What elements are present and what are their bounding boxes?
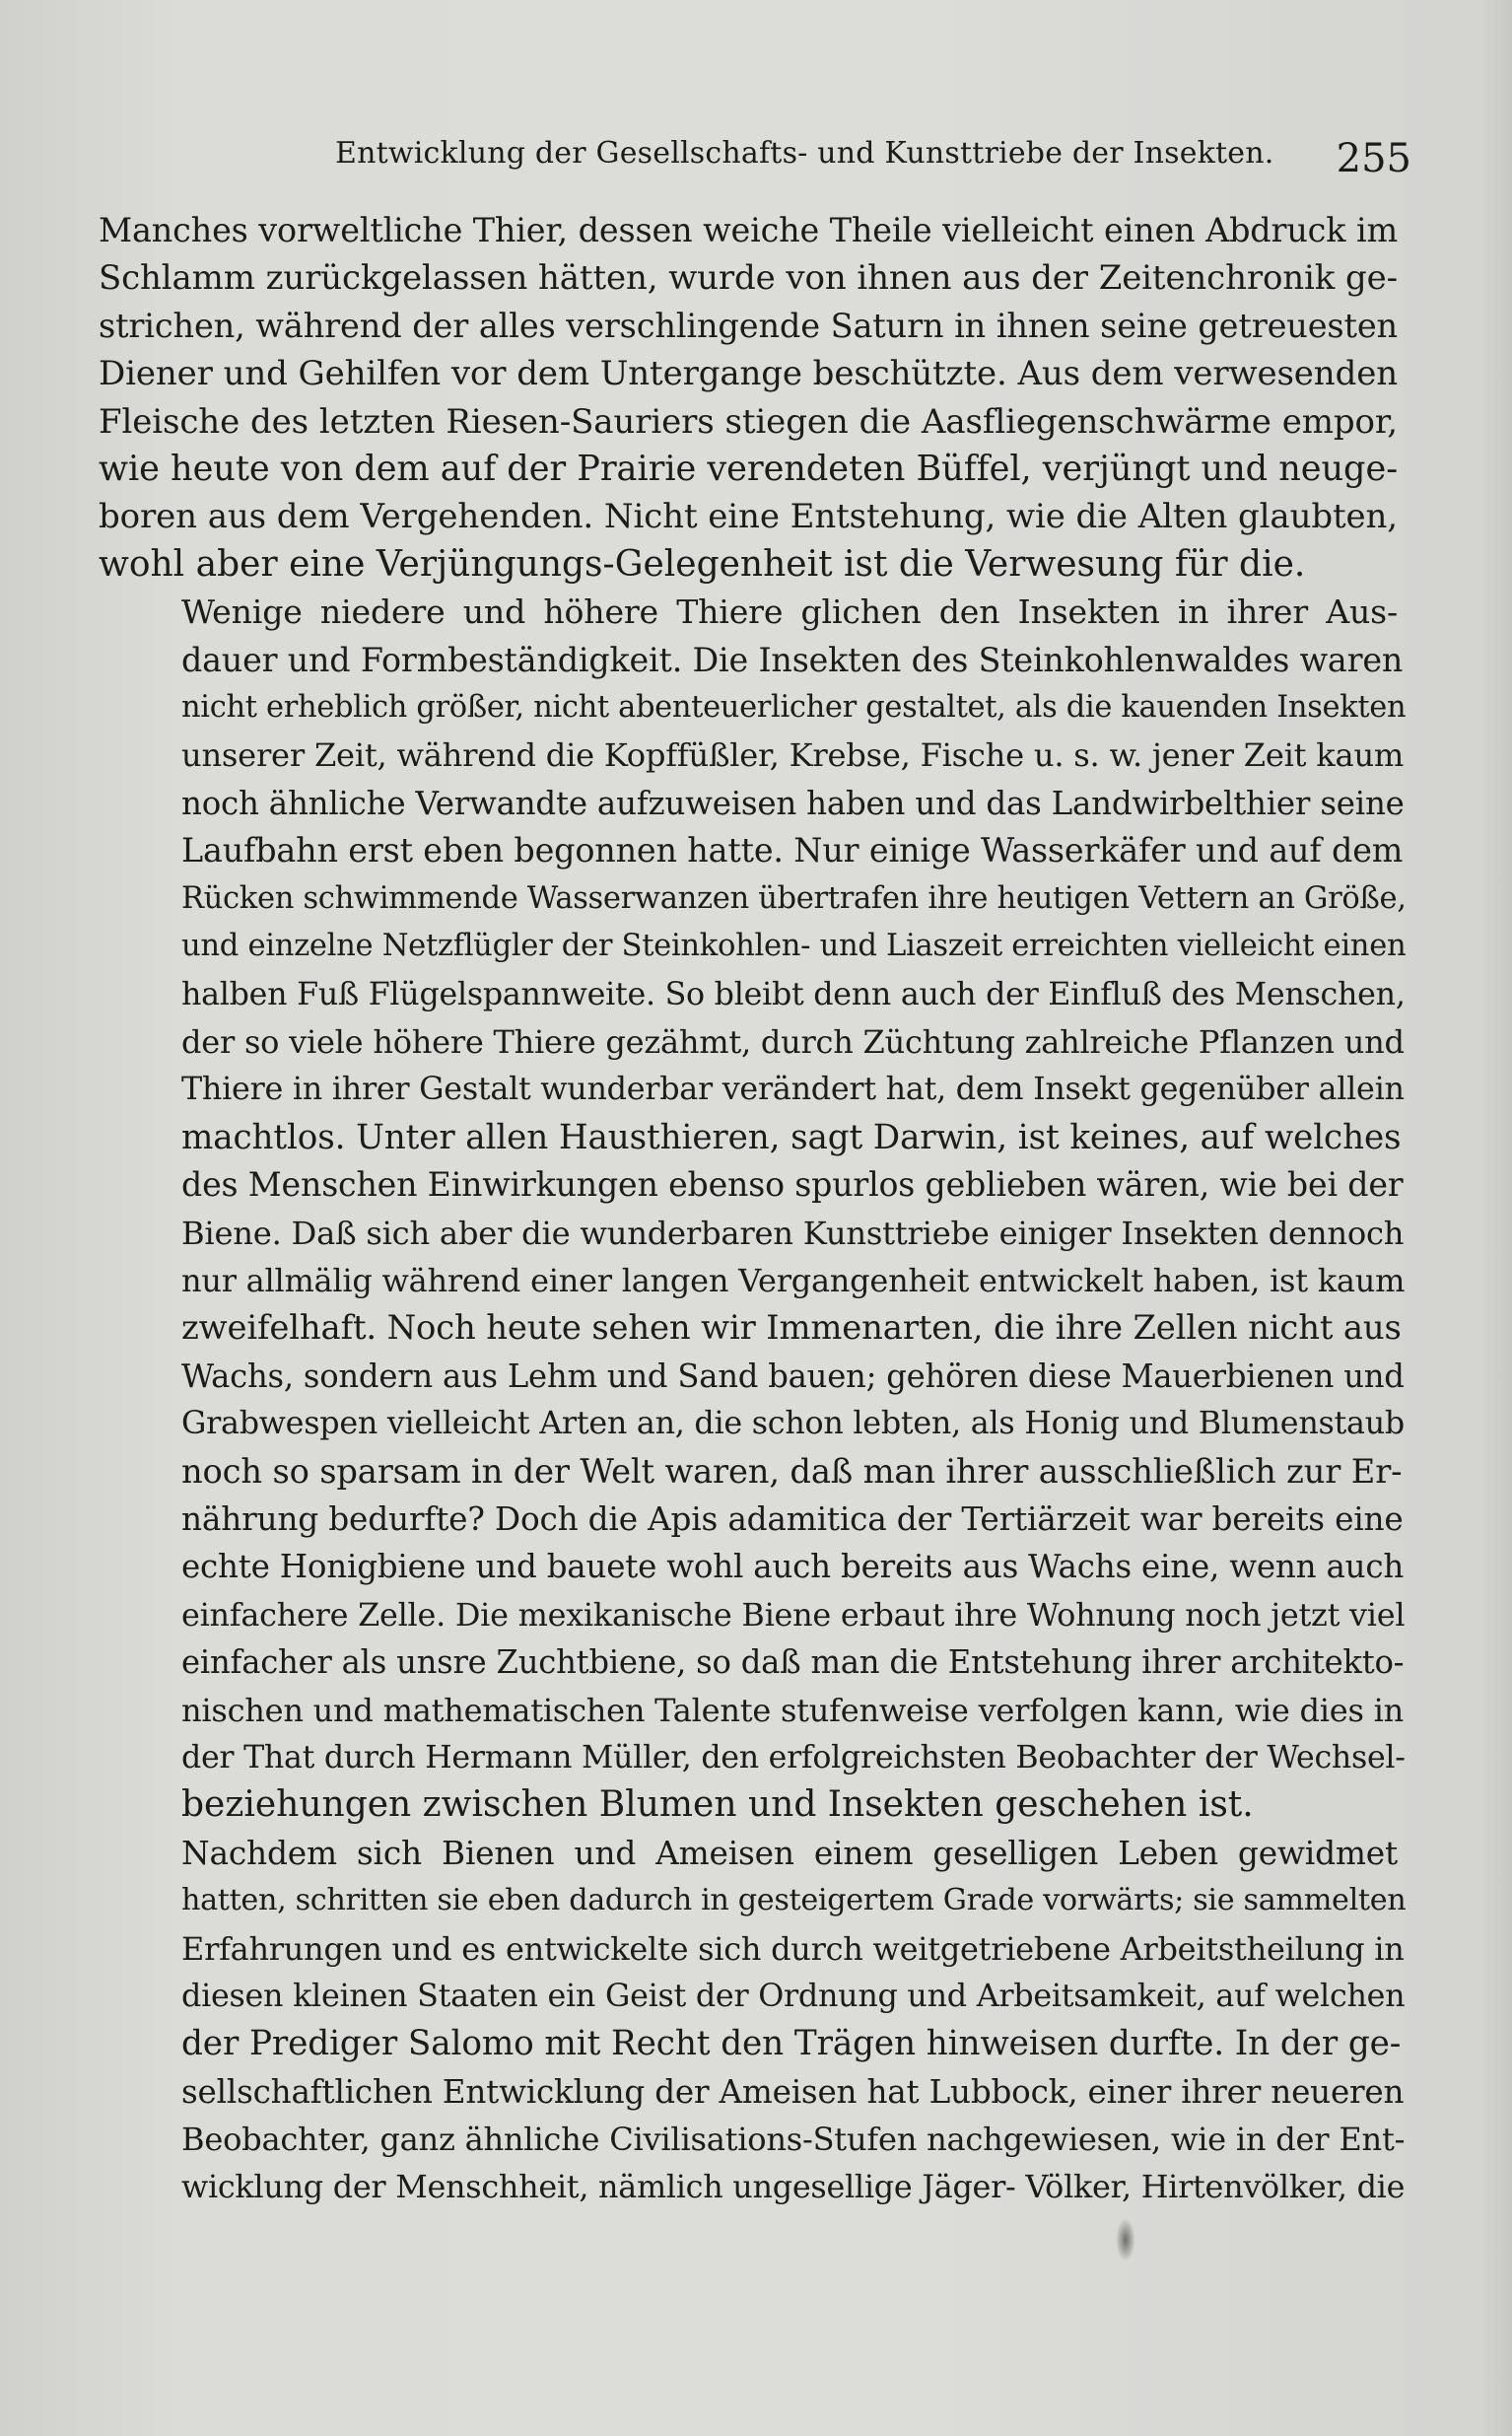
- text-line: halben Fuß Flügelspannweite. So bleibt denn auch der Einfluß des Menschen,: [181, 976, 1406, 1012]
- text-line: nicht erheblich größer, nicht abenteuerlicher gestaltet, als die kauenden Insekten: [181, 690, 1407, 726]
- text-line: noch so sparsam in der Welt waren, daß man ihrer ausschließlich zur Er-: [181, 1451, 1403, 1491]
- text-line: Schlamm zurückgelassen hätten, wurde von ihnen aus der Zeitenchronik ge-: [99, 258, 1398, 299]
- page-number: 255: [1336, 136, 1411, 181]
- page-header: [99, 126, 1413, 185]
- text-line: Laufbahn erst eben begonnen hatte. Nur einige Wasserkäfer und auf dem: [181, 831, 1404, 870]
- text-line: nischen und mathematischen Talente stufenweise verfolgen kann, wie dies in: [181, 1691, 1405, 1729]
- text-line: Manches vorweltliche Thier, dessen weiche Theile vielleicht einen Abdruck im: [99, 211, 1398, 249]
- paragraph: [99, 589, 1407, 1830]
- text-line: der That durch Hermann Müller, den erfolgreichsten Beobachter der Wechsel-: [181, 1740, 1406, 1775]
- text-line: der Prediger Salomo mit Recht den Trägen hinweisen durfte. In der ge-: [181, 2024, 1402, 2064]
- text-line: einfacher als unsre Zuchtbiene, so daß man die Entstehung ihrer architekto-: [181, 1643, 1405, 1682]
- text-line: nur allmälig während einer langen Vergangenheit entwickelt haben, ist kaum: [181, 1261, 1406, 1299]
- page-edge-shadow: [1482, 0, 1512, 2436]
- text-line: zweifelhaft. Noch heute sehen wir Immenarten, die ihre Zellen nicht aus: [181, 1308, 1402, 1348]
- text-line: Diener und Gehilfen vor dem Untergange beschützte. Aus dem verwesenden: [99, 354, 1398, 394]
- text-line: strichen, während der alles verschlingende Saturn in ihnen seine getreuesten: [99, 306, 1398, 345]
- body-text: [99, 207, 1407, 2211]
- text-line: diesen kleinen Staaten ein Geist der Ordnung und Arbeitsamkeit, auf welchen: [181, 1979, 1406, 2015]
- text-line: Erfahrungen und es entwickelte sich durch weitgetriebene Arbeitstheilung in: [181, 1929, 1405, 1968]
- text-line: wohl aber eine Verjüngungs-Gelegenheit ist die Verwesung für die.: [99, 543, 1306, 585]
- paragraph: [99, 207, 1398, 589]
- text-line: Biene. Daß sich aber die wunderbaren Kunsttriebe einiger Insekten dennoch: [181, 1214, 1405, 1252]
- text-line: beziehungen zwischen Blumen und Insekten geschehen ist.: [181, 1784, 1254, 1826]
- text-line: und einzelne Netzflügler der Steinkohlen- und Liaszeit erreichten vielleicht einen: [181, 929, 1407, 964]
- text-line: der so viele höhere Thiere gezähmt, durch Züchtung zahlreiche Pflanzen und: [181, 1022, 1405, 1061]
- text-line: Fleische des letzten Riesen-Sauriers stiegen die Aasfliegenschwärme empor,: [99, 401, 1398, 442]
- text-line: Thiere in ihrer Gestalt wunderbar verändert hat, dem Insekt gegenüber allein: [181, 1072, 1405, 1108]
- text-line: wie heute von dem auf der Prairie verendeten Büffel, verjüngt und neuge-: [99, 449, 1398, 490]
- text-line: Wenige niedere und höhere Thiere glichen den Insekten in ihrer Aus-: [181, 592, 1398, 632]
- text-line: Grabwespen vielleicht Arten an, die schon lebten, als Honig und Blumenstaub: [181, 1406, 1405, 1442]
- text-line: boren aus dem Vergehenden. Nicht eine Entstehung, wie die Alten glaubten,: [99, 497, 1398, 537]
- text-line: dauer und Formbeständigkeit. Die Insekten des Steinkohlenwaldes waren: [181, 640, 1404, 679]
- text-line: machtlos. Unter allen Hausthieren, sagt Darwin, ist keines, auf welches: [181, 1117, 1402, 1157]
- running-head: Entwicklung der Gesellschafts- und Kunsttriebe der Insekten.: [335, 136, 1274, 171]
- text-line: einfachere Zelle. Die mexikanische Biene erbaut ihre Wohnung noch jetzt viel: [181, 1595, 1406, 1634]
- text-line: des Menschen Einwirkungen ebenso spurlos geblieben wären, wie bei der: [181, 1165, 1404, 1205]
- text-line: Nachdem sich Bienen und Ameisen einem geselligen Leben gewidmet: [181, 1834, 1398, 1872]
- text-line: sellschaftlichen Entwicklung der Ameisen hat Lubbock, einer ihrer neueren: [181, 2072, 1405, 2111]
- ink-smudge: [1116, 2218, 1135, 2262]
- text-line: echte Honigbiene und bauete wohl auch bereits aus Wachs eine, wenn auch: [181, 1548, 1405, 1586]
- text-line: Rücken schwimmende Wasserwanzen übertrafen ihre heutigen Vettern an Größe,: [181, 880, 1407, 916]
- text-line: Beobachter, ganz ähnliche Civilisations-Stufen nachgewiesen, wie in der Ent-: [181, 2121, 1406, 2159]
- paragraph: [99, 1830, 1407, 2211]
- text-line: nährung bedurfte? Doch die Apis adamitica der Tertiärzeit war bereits eine: [181, 1499, 1404, 1538]
- text-line: wicklung der Menschheit, nämlich ungesellige Jäger- Völker, Hirtenvölker, die: [181, 2168, 1406, 2205]
- text-line: unserer Zeit, während die Kopffüßler, Krebse, Fische u. s. w. jener Zeit kaum: [181, 736, 1405, 775]
- text-line: hatten, schritten sie eben dadurch in gesteigertem Grade vorwärts; sie sammelten: [181, 1883, 1407, 1918]
- text-line: Wachs, sondern aus Lehm und Sand bauen; gehören diese Mauerbienen und: [181, 1357, 1405, 1395]
- text-line: noch ähnliche Verwandte aufzuweisen haben und das Landwirbelthier seine: [181, 784, 1405, 822]
